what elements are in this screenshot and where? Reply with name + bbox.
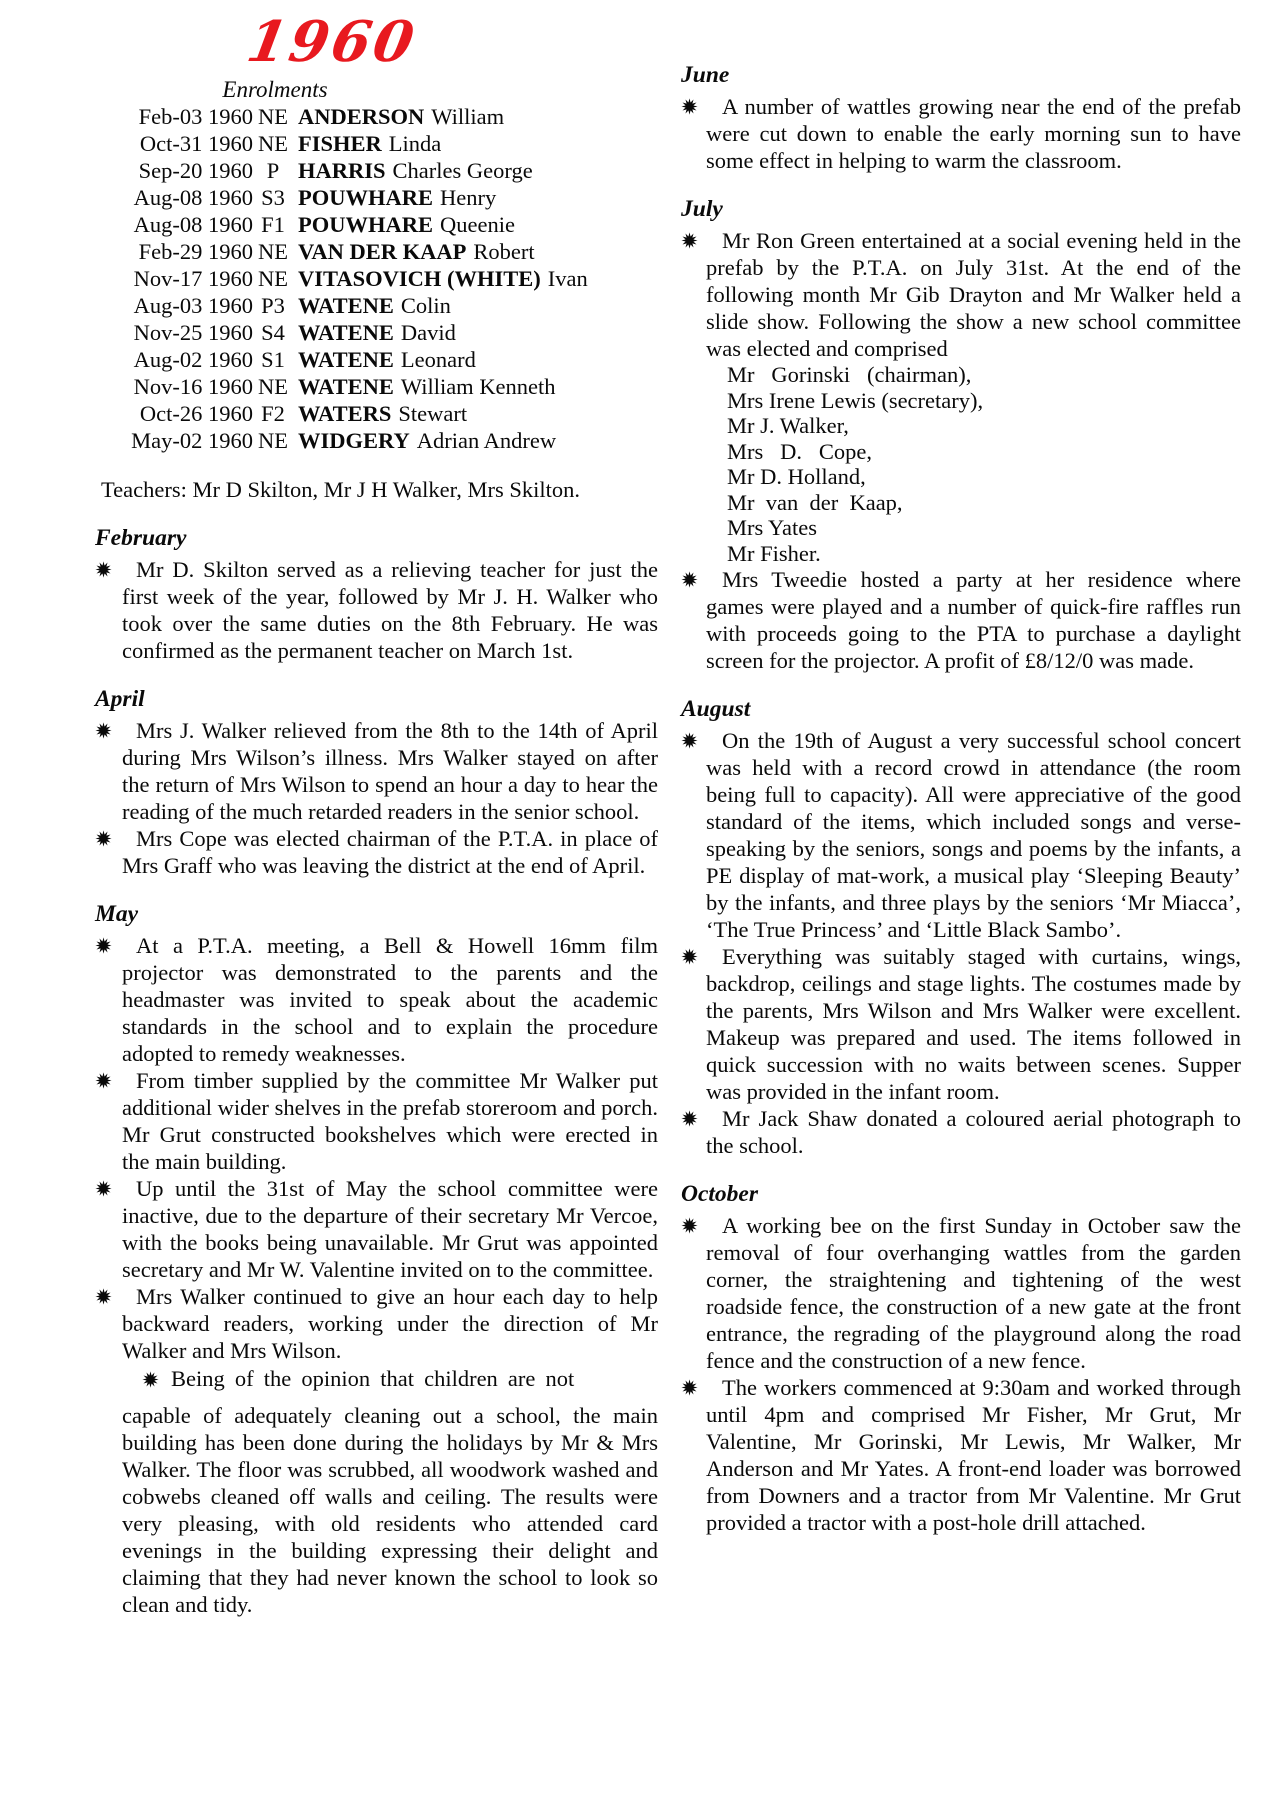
enrolment-given-names: Leonard	[400, 347, 476, 372]
paragraph-text: On the 19th of August a very successful school concert was held with a record crowd in attendance (the room being full to capacity). All were appreciative of the good standard of the items, which included songs and verse-speaking by the seniors, songs and poems by the infants, a PE display of mat-work, a musical play ‘Sleeping Beauty’ by the infants, and three plays by the seniors ‘Mr Miacca’, ‘The True Princess’ and ‘Little Black Sambo’.	[706, 728, 1241, 942]
enrolment-class-code: F1	[261, 212, 285, 237]
enrolment-date: Sep-20 1960	[138, 158, 253, 183]
enrolment-row	[95, 400, 658, 427]
enrolment-given-names: Robert	[473, 239, 535, 264]
enrolment-surname: POUWHARE	[298, 185, 433, 210]
enrolment-date: Nov-25 1960	[133, 320, 253, 345]
enrolment-given-names: Charles George	[392, 158, 533, 183]
enrolment-row	[95, 292, 658, 319]
teachers-line: Teachers: Mr D Skilton, Mr J H Walker, Mrs Skilton.	[101, 477, 581, 502]
enrolment-name	[298, 157, 533, 184]
sub-bullet-paragraph	[95, 1365, 658, 1392]
enrolment-given-names: Colin	[400, 293, 451, 318]
committee-member-line: Mr Fisher.	[727, 540, 821, 566]
bullet-paragraph	[681, 1105, 1241, 1159]
month-section	[95, 686, 658, 879]
committee-member-line: Mrs Irene Lewis (secretary),	[727, 387, 984, 413]
paragraph-text: At a P.T.A. meeting, a Bell & Howell 16mm film projector was demonstrated to the parents and the headmaster was invited to speak about the academic standards in the school and to explain the procedure adopted to remedy weaknesses.	[122, 933, 658, 1066]
paragraph-text: Mr Ron Green entertained at a social evening held in the prefab by the P.T.A. on July 31st. At the end of the following month Mr Gib Drayton and Mr Walker held a slide show. Following the show a new school committee was elected and comprised	[706, 228, 1241, 361]
committee-member-line: Mrs D. Cope,	[727, 438, 872, 464]
enrolment-class-code: S4	[261, 320, 285, 345]
enrolment-class-code: P3	[261, 293, 285, 318]
paragraph-text: Everything was suitably staged with curtains, wings, backdrop, ceilings and stage lights. The costumes made by the parents, Mrs Wilson and Mrs Walker were excellent. Makeup was prepared and used. The items followed in quick succession with no waits between scenes. Supper was provided in the infant room.	[706, 944, 1241, 1104]
enrolment-given-names: Ivan	[547, 266, 588, 291]
enrolment-surname: WATENE	[298, 293, 394, 318]
bullet-paragraph	[681, 93, 1241, 174]
paragraph-text: A number of wattles growing near the end of the prefab were cut down to enable the early morning sun to have some effect in helping to warm the classroom.	[706, 94, 1241, 173]
enrolment-surname: WATENE	[298, 374, 394, 399]
paragraph-text: Up until the 31st of May the school committee were inactive, due to the departure of their secretary Mr Vercoe, with the books being unavailable. Mr Grut was appointed secretary and Mr W. Valentine invited on to the committee.	[122, 1176, 658, 1282]
paragraph-text: Mrs J. Walker relieved from the 8th to the 14th of April during Mrs Wilson’s illness. Mrs Walker stayed on after the return of Mrs Wilson to spend an hour a day to hear the reading of the much retarded readers in the senior school.	[122, 718, 658, 824]
enrolment-surname: POUWHARE	[298, 212, 433, 237]
enrolment-name	[298, 292, 451, 319]
left-column-sections	[95, 525, 658, 1618]
enrolment-name	[298, 238, 535, 265]
bullet-paragraph	[95, 1283, 658, 1364]
enrolment-class-code: NE	[258, 104, 288, 129]
month-heading: October	[681, 1181, 759, 1207]
enrolment-name	[298, 427, 556, 454]
enrolment-given-names: Linda	[388, 131, 442, 156]
bullet-star-icon	[681, 1217, 698, 1234]
bullet-star-icon	[681, 232, 698, 249]
month-heading: February	[95, 525, 187, 551]
enrolment-class-code: NE	[258, 374, 288, 399]
enrolment-given-names: William Kenneth	[400, 374, 556, 399]
bullet-star-icon	[95, 937, 112, 954]
bullet-star-icon	[681, 571, 698, 588]
enrolment-date: Nov-17 1960	[133, 266, 253, 291]
bullet-paragraph	[681, 1374, 1241, 1536]
bullet-star-icon	[681, 948, 698, 965]
right-column-sections	[681, 62, 1241, 1536]
enrolment-given-names: Henry	[440, 185, 497, 210]
month-heading: April	[95, 686, 145, 712]
enrolment-given-names: Stewart	[398, 401, 468, 426]
enrolments-title: Enrolments	[222, 77, 328, 102]
committee-member-line: Mr Gorinski (chairman),	[727, 362, 972, 387]
month-section	[681, 196, 1241, 674]
left-column	[95, 76, 658, 1618]
month-section	[681, 696, 1241, 1159]
month-heading: June	[681, 62, 730, 88]
enrolment-class-code: NE	[258, 428, 288, 453]
enrolment-name	[298, 346, 476, 373]
enrolment-row	[95, 265, 658, 292]
enrolment-row	[95, 346, 658, 373]
enrolment-row	[95, 211, 658, 238]
right-column	[681, 40, 1241, 1536]
bullet-star-icon	[95, 1072, 112, 1089]
paragraph-text: Mrs Tweedie hosted a party at her residence where games were played and a number of quick-fire raffles run with proceeds going to the PTA to purchase a daylight screen for the projector. A profit of £8/12/0 was made.	[706, 567, 1241, 673]
enrolment-date: Feb-03 1960	[138, 104, 253, 129]
bullet-star-icon	[681, 98, 698, 115]
bullet-paragraph	[95, 932, 658, 1067]
enrolment-row	[95, 319, 658, 346]
bullet-star-icon	[681, 1379, 698, 1396]
month-section	[681, 62, 1241, 174]
enrolment-row	[95, 130, 658, 157]
enrolment-surname: WATERS	[298, 401, 392, 426]
bullet-paragraph	[681, 227, 1241, 362]
enrolment-name	[298, 373, 556, 400]
enrolment-class-code: NE	[258, 239, 288, 264]
bullet-paragraph	[95, 717, 658, 825]
bullet-paragraph	[95, 825, 658, 879]
enrolment-date: Nov-16 1960	[133, 374, 253, 399]
enrolment-surname: FISHER	[298, 131, 382, 156]
paragraph-text: Mr D. Skilton served as a relieving teacher for just the first week of the year, followed by Mr J. H. Walker who took over the same duties on the 8th February. He was confirmed as the permanent teacher on March 1st.	[122, 557, 658, 663]
enrolment-given-names: William	[431, 104, 505, 129]
bullet-paragraph	[681, 943, 1241, 1105]
enrolment-name	[298, 400, 467, 427]
paragraph-text: Mrs Cope was elected chairman of the P.T.A. in place of Mrs Graff who was leaving the district at the end of April.	[122, 826, 658, 878]
enrolment-class-code: NE	[258, 131, 288, 156]
bullet-star-icon	[142, 1371, 159, 1388]
enrolment-date: May-02 1960	[131, 428, 253, 453]
enrolment-date: Aug-03 1960	[133, 293, 253, 318]
enrolment-name	[298, 265, 588, 292]
paragraph-text: Being of the opinion that children are not	[171, 1366, 575, 1391]
enrolment-surname: WATENE	[298, 320, 394, 345]
paragraph-text: A working bee on the first Sunday in October saw the removal of four overhanging wattles from the garden corner, the straightening and tightening of the west roadside fence, the construction of a new gate at the front entrance, the regrading of the playground along the road fence and the construction of a new fence.	[706, 1213, 1241, 1373]
enrolment-row	[95, 427, 658, 454]
paragraph-text: Mrs Walker continued to give an hour each day to help backward readers, working under the direction of Mr Walker and Mrs Wilson.	[122, 1284, 658, 1363]
enrolment-name	[298, 103, 504, 130]
month-heading: July	[681, 196, 723, 222]
bullet-paragraph	[681, 727, 1241, 943]
bullet-star-icon	[95, 722, 112, 739]
committee-member-line: Mrs Yates	[727, 515, 818, 540]
enrolment-surname: VAN DER KAAP	[298, 239, 467, 264]
enrolment-given-names: Queenie	[440, 212, 515, 237]
enrolment-surname: ANDERSON	[298, 104, 425, 129]
enrolment-row	[95, 238, 658, 265]
enrolment-row	[95, 157, 658, 184]
bullet-star-icon	[95, 1180, 112, 1197]
bullet-paragraph	[95, 1067, 658, 1175]
committee-member-line: Mr van der Kaap,	[727, 489, 903, 515]
paragraph-text: Mr Jack Shaw donated a coloured aerial photograph to the school.	[706, 1106, 1241, 1158]
enrolment-surname: VITASOVICH (WHITE)	[298, 266, 541, 291]
enrolment-date: Oct-26 1960	[139, 401, 253, 426]
bullet-paragraph	[681, 566, 1241, 674]
enrolment-given-names: David	[400, 320, 456, 345]
paragraph-text: The workers commenced at 9:30am and worked through until 4pm and comprised Mr Fisher, Mr Grut, Mr Valentine, Mr Gorinski, Mr Lewis, Mr Walker, Mr Anderson and Mr Yates. A front-end loader was borrowed from Downers and a tractor from Mr Valentine. Mr Grut provided a tractor with a post-hole drill attached.	[706, 1375, 1241, 1535]
enrolment-row	[95, 373, 658, 400]
bullet-star-icon	[681, 1110, 698, 1127]
committee-member-line: Mr D. Holland,	[727, 464, 866, 489]
enrolment-class-code: NE	[258, 266, 288, 291]
enrolment-date: Aug-08 1960	[133, 185, 253, 210]
continuation-paragraph: capable of adequately cleaning out a school, the main building has been done during the holidays by Mr & Mrs Walker. The floor was scrubbed, all woodwork washed and cobwebs cleaned off walls and ceiling. The results were very pleasing, with old residents who attended card evenings in the building expressing their delight and claiming that they had never known the school to look so clean and tidy.	[122, 1403, 658, 1617]
bullet-star-icon	[95, 1288, 112, 1305]
enrolment-table	[95, 103, 658, 454]
year-heading: 1960	[242, 9, 422, 75]
month-section	[95, 525, 658, 664]
enrolment-date: Aug-02 1960	[133, 347, 253, 372]
enrolment-name	[298, 319, 456, 346]
enrolment-date: Feb-29 1960	[138, 239, 253, 264]
enrolment-row	[95, 184, 658, 211]
enrolment-surname: HARRIS	[298, 158, 386, 183]
enrolment-surname: WIDGERY	[298, 428, 410, 453]
enrolment-class-code: P	[266, 158, 280, 183]
enrolment-class-code: S3	[261, 185, 285, 210]
enrolment-name	[298, 184, 496, 211]
enrolment-name	[298, 211, 515, 238]
bullet-paragraph	[95, 556, 658, 664]
enrolment-name	[298, 130, 441, 157]
enrolment-given-names: Adrian Andrew	[416, 428, 557, 453]
committee-member-line: Mr J. Walker,	[727, 413, 849, 438]
month-section	[681, 1181, 1241, 1536]
bullet-star-icon	[681, 732, 698, 749]
paragraph-text: From timber supplied by the committee Mr Walker put additional wider shelves in the prefab storeroom and porch. Mr Grut constructed bookshelves which were erected in the main building.	[122, 1068, 658, 1174]
month-heading: August	[681, 696, 751, 722]
enrolment-surname: WATENE	[298, 347, 394, 372]
enrolment-date: Aug-08 1960	[133, 212, 253, 237]
enrolment-class-code: F2	[261, 401, 285, 426]
month-heading: May	[95, 901, 139, 927]
bullet-paragraph	[681, 1212, 1241, 1374]
bullet-star-icon	[95, 830, 112, 847]
enrolment-date: Oct-31 1960	[139, 131, 253, 156]
enrolment-row	[95, 103, 658, 130]
bullet-star-icon	[95, 561, 112, 578]
enrolment-class-code: S1	[261, 347, 285, 372]
bullet-paragraph	[95, 1175, 658, 1283]
month-section	[95, 901, 658, 1618]
